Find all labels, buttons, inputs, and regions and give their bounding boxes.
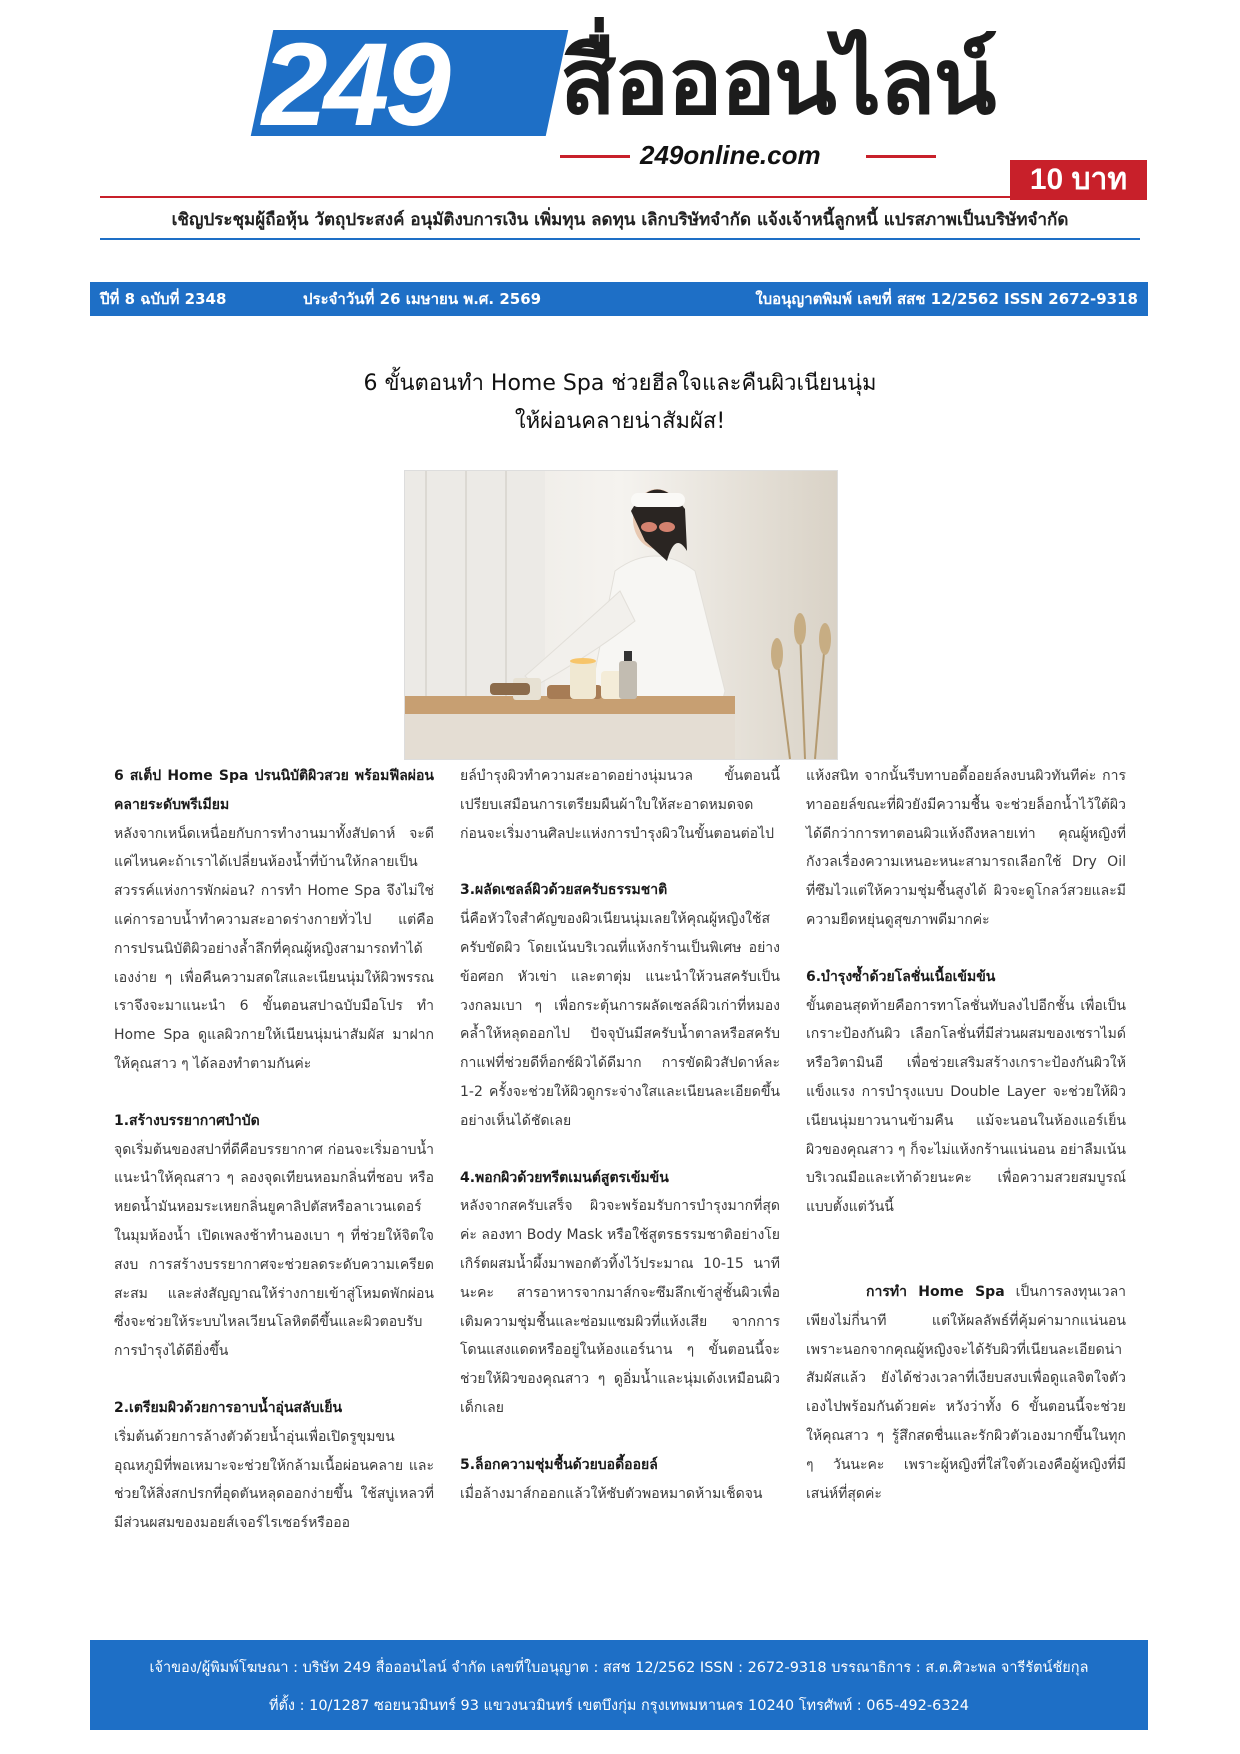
step-5-text: เมื่อล้างมาส์กออกแล้วให้ซับตัวพอหมาดห้ามเช็ดจน — [460, 1485, 763, 1502]
step-6-heading: 6.บำรุงซ้ำด้วยโลชั่นเนื้อเข้มข้น — [806, 968, 996, 985]
spa-woman-photo — [404, 470, 838, 760]
conclusion-lead: การทำ Home Spa — [866, 1283, 1005, 1300]
logo-url-rule-left — [560, 155, 630, 158]
masthead — [0, 0, 1240, 250]
step-6-text: ขั้นตอนสุดท้ายคือการทาโลชั่นทับลงไปอีกชั้น เพื่อเป็นเกราะป้องกันผิว เลือกโลชั่นที่มีส่วนผสมของเซราไมด์หรือวิตามินอี เพื่อช่วยเสริมสร้างเกราะป้องกันผิวให้แข็งแรง การบำรุงแบบ Double Layer จะช่วยให้ผิวเนียนนุ่มยาวนานข้ามคืน แม้จะนอนในห้องแอร์เย็น ผิวของคุณสาว ๆ ก็จะไม่แห้งกร้านแน่นอน อย่าลืมเน้นบริเวณมือและเท้าด้วยนะคะ เพื่อความสวยสมบูรณ์แบบตั้งแต่วันนี้ — [806, 997, 1126, 1216]
step-5-text-continued: แห้งสนิท จากนั้นรีบทาบอดี้ออยล์ลงบนผิวทันทีค่ะ การทาออยล์ขณะที่ผิวยังมีความชื้น จะช่วยล็อกน้ำไว้ใต้ผิวได้ดีกว่าการทาตอนผิวแห้งถึงหลายเท่า คุณผู้หญิงที่กังวลเรื่องความเหนอะหนะสามารถเลือกใช้ Dry Oil ที่ซึมไวแต่ให้ความชุ่มชื้นสูงได้ ผิวจะดูโกลว์สวยและมีความยืดหยุ่นดูสุขภาพดีมากค่ะ — [806, 768, 1126, 928]
article-column-2 — [460, 762, 780, 1536]
article-intro: หลังจากเหน็ดเหนื่อยกับการทำงานมาทั้งสัปดาห์ จะดีแค่ไหนคะถ้าเราได้เปลี่ยนห้องน้ำที่บ้านให้กลายเป็นสวรรค์แห่งการพักผ่อน? การทำ Home Spa จึงไม่ใช่แค่การอาบน้ำทำความสะอาดร่างกายทั่วไป แต่คือการปรนนิบัติผิวอย่างล้ำลึกที่คุณผู้หญิงสามารถทำได้เองง่าย ๆ เพื่อคืนความสดใสและเนียนนุ่มให้ผิวพรรณ เราจึงจะมาแนะนำ 6 ขั้นตอนสปาฉบับมือโปร ทำ Home Spa ดูแลผิวกายให้เนียนนุ่มน่าสัมผัส มาฝากให้คุณสาว ๆ ได้ลองทำตามกันค่ะ — [114, 825, 434, 1072]
article-conclusion — [806, 1278, 1126, 1508]
price-badge: 10 บาท — [1010, 160, 1147, 200]
step-2-text-continued: ยล์บำรุงผิวทำความสะอาดอย่างนุ่มนวล ขั้นตอนนี้เปรียบเสมือนการเตรียมผืนผ้าใบให้สะอาดหมดจด ก่อนจะเริ่มงานศิลปะแห่งการบำรุงผิวในขั้นตอนต่อไป — [460, 768, 780, 842]
step-1-heading: 1.สร้างบรรยากาศบำบัด — [114, 1112, 260, 1129]
spacer — [806, 1250, 1126, 1278]
issue-info-bar — [90, 282, 1148, 316]
article-body — [114, 762, 1126, 1612]
step-2-text: เริ่มต้นด้วยการล้างตัวด้วยน้ำอุ่นเพื่อเปิดรูขุมขน อุณหภูมิที่พอเหมาะจะช่วยให้กล้ามเนื้อผ่อนคลาย และช่วยให้สิ่งสกปรกที่อุดตันหลุดออกง่ายขึ้น ใช้สบู่เหลวที่มีส่วนผสมของมอยส์เจอร์ไรเซอร์หรือออ — [114, 1428, 434, 1532]
step-4-text: หลังจากสครับเสร็จ ผิวจะพร้อมรับการบำรุงมากที่สุดค่ะ ลองทา Body Mask หรือใช้สูตรธรรมชาติอย่างโยเกิร์ตผสมน้ำผึ้งมาพอกตัวทิ้งไว้ประมาณ 10-15 นาทีนะคะ สารอาหารจากมาส์กจะซึมลึกเข้าสู่ชั้นผิวเพื่อเติมความชุ่มชื้นและซ่อมแซมผิวที่แห้งเสีย จากการโดนแสงแดดหรืออยู่ในห้องแอร์นาน ๆ ขั้นตอนนี้จะช่วยให้ผิวของคุณสาว ๆ ดูอิ่มน้ำและนุ่มเด้งเหมือนผิวเด็กเลย — [460, 1198, 780, 1416]
article-column-3 — [806, 762, 1126, 1536]
step-4-heading: 4.พอกผิวด้วยทรีตเมนต์สูตรเข้มข้น — [460, 1169, 669, 1186]
tagline-rule — [100, 238, 1140, 240]
photo-illustration — [405, 471, 837, 759]
footer-publisher-line: เจ้าของ/ผู้พิมพ์โฆษณา : บริษัท 249 สื่อออนไลน์ จำกัด เลขที่ใบอนุญาต : สสช 12/2562 ISSN : 2672-9318 บรรณาธิการ : ส.ต.ศิวะพล จารีรัตน์ชัยกุล — [149, 1660, 1089, 1676]
logo-url: 249online.com — [640, 140, 821, 170]
logo-url-rule-right — [866, 155, 936, 158]
article-title-line1: 6 ขั้นตอนทำ Home Spa ช่วยฮีลใจและคืนผิวเนียนนุ่ม — [363, 371, 877, 396]
publisher-footer — [90, 1640, 1148, 1730]
logo-thai-text: สื่อออนไลน์ — [560, 31, 995, 133]
price-rule — [100, 196, 1140, 198]
conclusion-text: เป็นการลงทุนเวลาเพียงไม่กี่นาที แต่ให้ผลลัพธ์ที่คุ้มค่ามากแน่นอน เพราะนอกจากคุณผู้หญิงจะได้รับผิวที่เนียนละเอียดน่าสัมผัสแล้ว ยังได้ช่วงเวลาที่เงียบสงบเพื่อดูแลจิตใจตัวเองไปพร้อมกันด้วยค่ะ หวังว่าทั้ง 6 ขั้นตอนนี้จะช่วยให้คุณสาว ๆ รู้สึกสดชื่นและรักผิวตัวเองมากขึ้นในทุก ๆ วันนะคะ เพราะผู้หญิงที่ใส่ใจตัวเองคือผู้หญิงที่มีเสน่ห์ที่สุดค่ะ — [806, 1283, 1127, 1502]
footer-address-line: ที่ตั้ง : 10/1287 ซอยนวมินทร์ 93 แขวงนวมินทร์ เขตบึงกุ่ม กรุงเทพมหานคร 10240 โทรศัพท์ : 065-492-6324 — [268, 1698, 970, 1714]
print-license: ใบอนุญาตพิมพ์ เลขที่ สสช 12/2562 ISSN 2672-9318 — [755, 290, 1138, 308]
step-3-heading: 3.ผลัดเซลล์ผิวด้วยสครับธรรมชาติ — [460, 882, 668, 899]
issue-number: ปีที่ 8 ฉบับที่ 2348 — [100, 290, 227, 308]
article-column-1 — [114, 762, 434, 1566]
issue-date: ประจำวันที่ 26 เมษายน พ.ศ. 2569 — [303, 290, 542, 308]
logo-number: 249 — [262, 19, 447, 151]
step-5-heading: 5.ล็อกความชุ่มชื้นด้วยบอดี้ออยล์ — [460, 1456, 658, 1473]
article-title — [160, 365, 1080, 441]
article-subheading: 6 สเต็ป Home Spa ปรนนิบัติผิวสวย พร้อมฟีลผ่อนคลายระดับพรีเมียม — [114, 768, 434, 813]
tagline: เชิญประชุมผู้ถือหุ้น วัตถุประสงค์ อนุมัติงบการเงิน เพิ่มทุน ลดทุน เลิกบริษัทจำกัด แจ้งเจ้าหนี้ลูกหนี้ แปรสภาพเป็นบริษัทจำกัด — [171, 210, 1069, 230]
article-title-line2: ให้ผ่อนคลายน่าสัมผัส! — [514, 409, 726, 434]
step-1-text: จุดเริ่มต้นของสปาที่ดีคือบรรยากาศ ก่อนจะเริ่มอาบน้ำ แนะนำให้คุณสาว ๆ ลองจุดเทียนหอมกลิ่นที่ชอบ หรือหยดน้ำมันหอมระเหยกลิ่นยูคาลิปตัสหรือลาเวนเดอร์ในมุมห้องน้ำ เปิดเพลงช้าทำนองเบา ๆ ที่ช่วยให้จิตใจสงบ การสร้างบรรยากาศจะช่วยลดระดับความเครียดสะสม และส่งสัญญาณให้ร่างกายเข้าสู่โหมดพักผ่อน ซึ่งจะช่วยให้ระบบไหลเวียนโลหิตดีขึ้นและผิวตอบรับการบำรุงได้ดียิ่งขึ้น — [114, 1141, 434, 1360]
step-3-text: นี่คือหัวใจสำคัญของผิวเนียนนุ่มเลยให้คุณผู้หญิงใช้สครับขัดผิว โดยเน้นบริเวณที่แห้งกร้านเป็นพิเศษ อย่าง ข้อศอก หัวเข่า และตาตุ่ม แนะนำให้วนสครับเป็นวงกลมเบา ๆ เพื่อกระตุ้นการผลัดเซลล์ผิวเก่าที่หมองคล้ำให้หลุดออกไป ปัจจุบันมีสครับน้ำตาลหรือสครับกาแฟที่ช่วยดีท็อกซ์ผิวได้ดีมาก การขัดผิวสัปดาห์ละ 1-2 ครั้งจะช่วยให้ผิวดูกระจ่างใสและเนียนละเอียดขึ้นอย่างเห็นได้ชัดเลย — [460, 911, 780, 1129]
step-2-heading: 2.เตรียมผิวด้วยการอาบน้ำอุ่นสลับเย็น — [114, 1399, 343, 1416]
